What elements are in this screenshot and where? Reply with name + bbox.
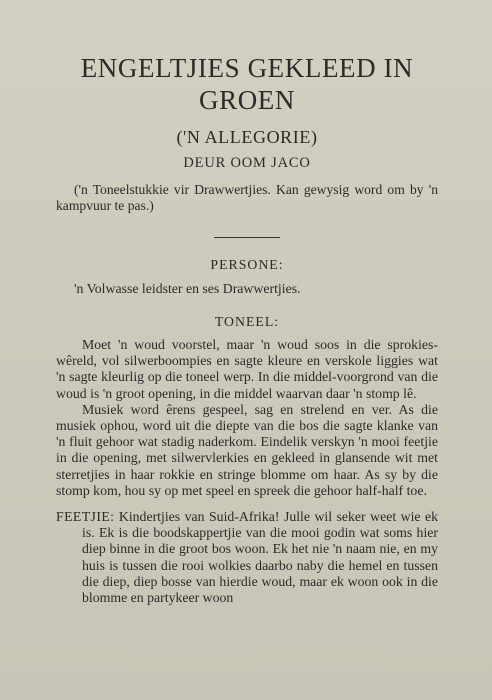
- play-subtitle: ('N ALLEGORIE): [176, 127, 318, 147]
- toneel-heading: TONEEL:: [214, 314, 280, 329]
- persone-text: 'n Volwasse leidster en ses Drawwertjies.: [74, 281, 301, 296]
- toneel-paragraph-2: Musiek word êrens gespeel, sag en strelend en ver. As die musiek ophou, word uit die diepte van die bos die sagte klanke van 'n fluit gehoor wat stadig naderkom. Eindelik verskyn 'n mooi feetjie in die opening, met silwervlerkies en gekleed in glansende wit met sterretjies in haar rokkie en stringe blomme om haar. As sy by die stomp kom, hou sy op met speel en spreek die gehoor half-half toe.: [56, 401, 438, 498]
- stage-note: ('n Toneelstukkie vir Drawwertjies. Kan gewysig word om by 'n kampvuur te pas.): [56, 182, 438, 213]
- dialogue-line: [56, 509, 438, 606]
- section-divider: [214, 237, 280, 238]
- play-title: ENGELTJIES GEKLEED IN GROEN: [80, 53, 414, 115]
- dialogue-text: Kindertjies van Suid-Afrika! Julle wil seker weet wie ek is. Ek is die boodskappertjie van die mooi godin wat soms hier diep binne in die groot bos woon. Ek het nie 'n naam nie, en my huis is tussen die rooi wolkies daarbo naby die hemel en tussen die diep, diep bosse van hierdie woud, maar ek woon ook in die blomme en partykeer woon: [82, 509, 439, 606]
- persone-heading: PERSONE:: [210, 257, 284, 272]
- toneel-paragraph-1: Moet 'n woud voorstel, maar 'n woud soos in die sprokies-wêreld, vol silwerboompies en sagte kleure en verskole liggies wat 'n sagte kleurlig op die toneel werp. In die middel-voorgrond van die woud is 'n groot opening, in die middel waarvan daar 'n stomp lê.: [56, 337, 438, 401]
- author-line: DEUR OOM JACO: [183, 155, 311, 171]
- speaker-name: FEETJIE:: [56, 509, 115, 525]
